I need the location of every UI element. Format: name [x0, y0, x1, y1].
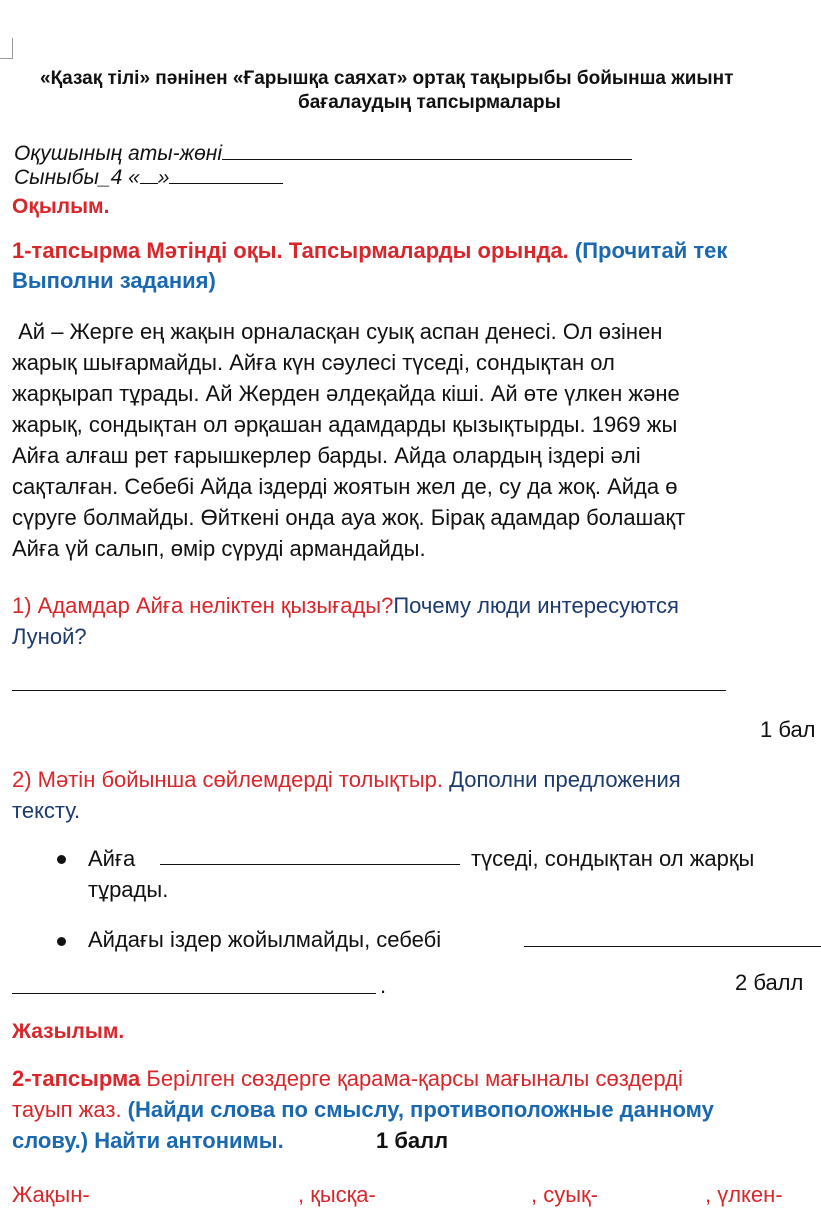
- reading-text: [12, 316, 685, 564]
- student-name-row: [14, 141, 632, 166]
- bullet-icon: [57, 937, 66, 946]
- antonym-word: , суық-: [531, 1182, 598, 1207]
- task2-heading: [12, 1066, 683, 1092]
- title-line-2: бағалаудың тапсырмалары: [298, 92, 561, 113]
- q2-b2-answer-line[interactable]: [524, 946, 821, 947]
- task2-score: 1 балл: [376, 1128, 449, 1153]
- task2-kz-b: Берілген сөздерге қарама-қарсы мағыналы сөздерді: [140, 1066, 683, 1091]
- task2-kz-c: тауып жаз.: [12, 1097, 122, 1122]
- task2-ru-b: слову.) Найти антонимы.: [12, 1128, 284, 1153]
- text-line: Айға үй салып, өмір сүруді армандайды.: [12, 536, 426, 561]
- task2-ru-a: (Найди слова по смыслу, противоположные данному: [121, 1097, 714, 1122]
- student-class-row: [14, 165, 283, 190]
- text-line: жарық шығармайды. Айға күн сәулесі түседі, сондықтан ол: [12, 350, 615, 375]
- student-class-label: Сыныбы_4 «: [14, 166, 140, 189]
- task2-line-3: [12, 1128, 284, 1154]
- page-corner-mark: [0, 38, 13, 59]
- antonym-word: Жақын-: [12, 1182, 90, 1207]
- task1-ru-b: Выполни задания): [12, 268, 216, 293]
- writing-section-title: Жазылым.: [12, 1020, 125, 1043]
- text-line: жарық, сондықтан ол әрқашан адамдарды қызықтырды. 1969 жы: [12, 412, 678, 437]
- q2-b1-end: түседі, сондықтан ол жарқы: [471, 846, 755, 871]
- class-extra-field[interactable]: [169, 165, 283, 184]
- q2-ru-a: Дополни предложения: [443, 767, 681, 792]
- task1-ru-a: (Прочитай тек: [574, 238, 728, 263]
- class-letter-field[interactable]: [140, 165, 158, 184]
- question-1: [12, 590, 679, 621]
- q1-answer-line[interactable]: [12, 690, 726, 691]
- q2-b1-start: Айға: [88, 846, 136, 871]
- q2-bullet-1: [88, 843, 135, 874]
- text-line: Айға алғаш рет ғарышкерлер барды. Айда олардың іздері әлі: [12, 443, 641, 468]
- title-line-1: «Қазақ тілі» пәнінен «Ғарышқа саяхат» ортақ тақырыбы бойынша жиынт: [40, 68, 734, 89]
- q1-kz: 1) Адамдар Айға неліктен қызығады?: [12, 593, 394, 618]
- task1-heading: [12, 238, 727, 264]
- task1-kz: 1-тапсырма Мәтінді оқы. Тапсырмаларды орында.: [12, 238, 569, 263]
- q1-ru-b: Луной?: [12, 624, 87, 649]
- bullet-icon: [57, 855, 66, 864]
- q1-score: 1 бал: [760, 717, 816, 742]
- question-2: [12, 764, 681, 795]
- q1-ru-a: Почему люди интересуются: [393, 593, 679, 618]
- text-line: сүруге болмайды. Өйткені онда ауа жоқ. Бірақ адамдар болашақт: [12, 505, 686, 530]
- student-name-label: Оқушының аты-жөні: [14, 142, 223, 165]
- q2-score: 2 балл: [735, 970, 804, 995]
- q2-b1-answer-line[interactable]: [160, 864, 460, 865]
- antonym-word: , қысқа-: [298, 1182, 376, 1207]
- q2-b2-dot: .: [380, 973, 387, 998]
- text-line: сақталған. Себебі Айда іздерді жоятын жел де, су да жоқ. Айда ө: [12, 474, 678, 499]
- q2-b2-start: Айдағы іздер жойылмайды, себебі: [88, 927, 442, 952]
- q2-kz: 2) Мәтін бойынша сөйлемдерді толықтыр.: [12, 767, 443, 792]
- task2-kz-a: 2-тапсырма: [12, 1066, 141, 1091]
- text-line: жарқырап тұрады. Ай Жерден әлдеқайда кіші. Ай өте үлкен және: [12, 381, 680, 406]
- reading-section-title: Оқылым.: [12, 195, 110, 218]
- task2-line-2: [12, 1097, 714, 1123]
- q2-ru-b: тексту.: [12, 798, 81, 823]
- text-line: Ай – Жерге ең жақын орналасқан суық аспан денесі. Ол өзінен: [12, 319, 663, 344]
- student-name-field[interactable]: [222, 141, 632, 160]
- q2-b2-answer-line-2[interactable]: [12, 993, 376, 994]
- student-class-mid: »: [157, 166, 170, 189]
- q2-b1-cont: тұрады.: [88, 877, 169, 902]
- antonym-word: , үлкен-: [705, 1182, 783, 1207]
